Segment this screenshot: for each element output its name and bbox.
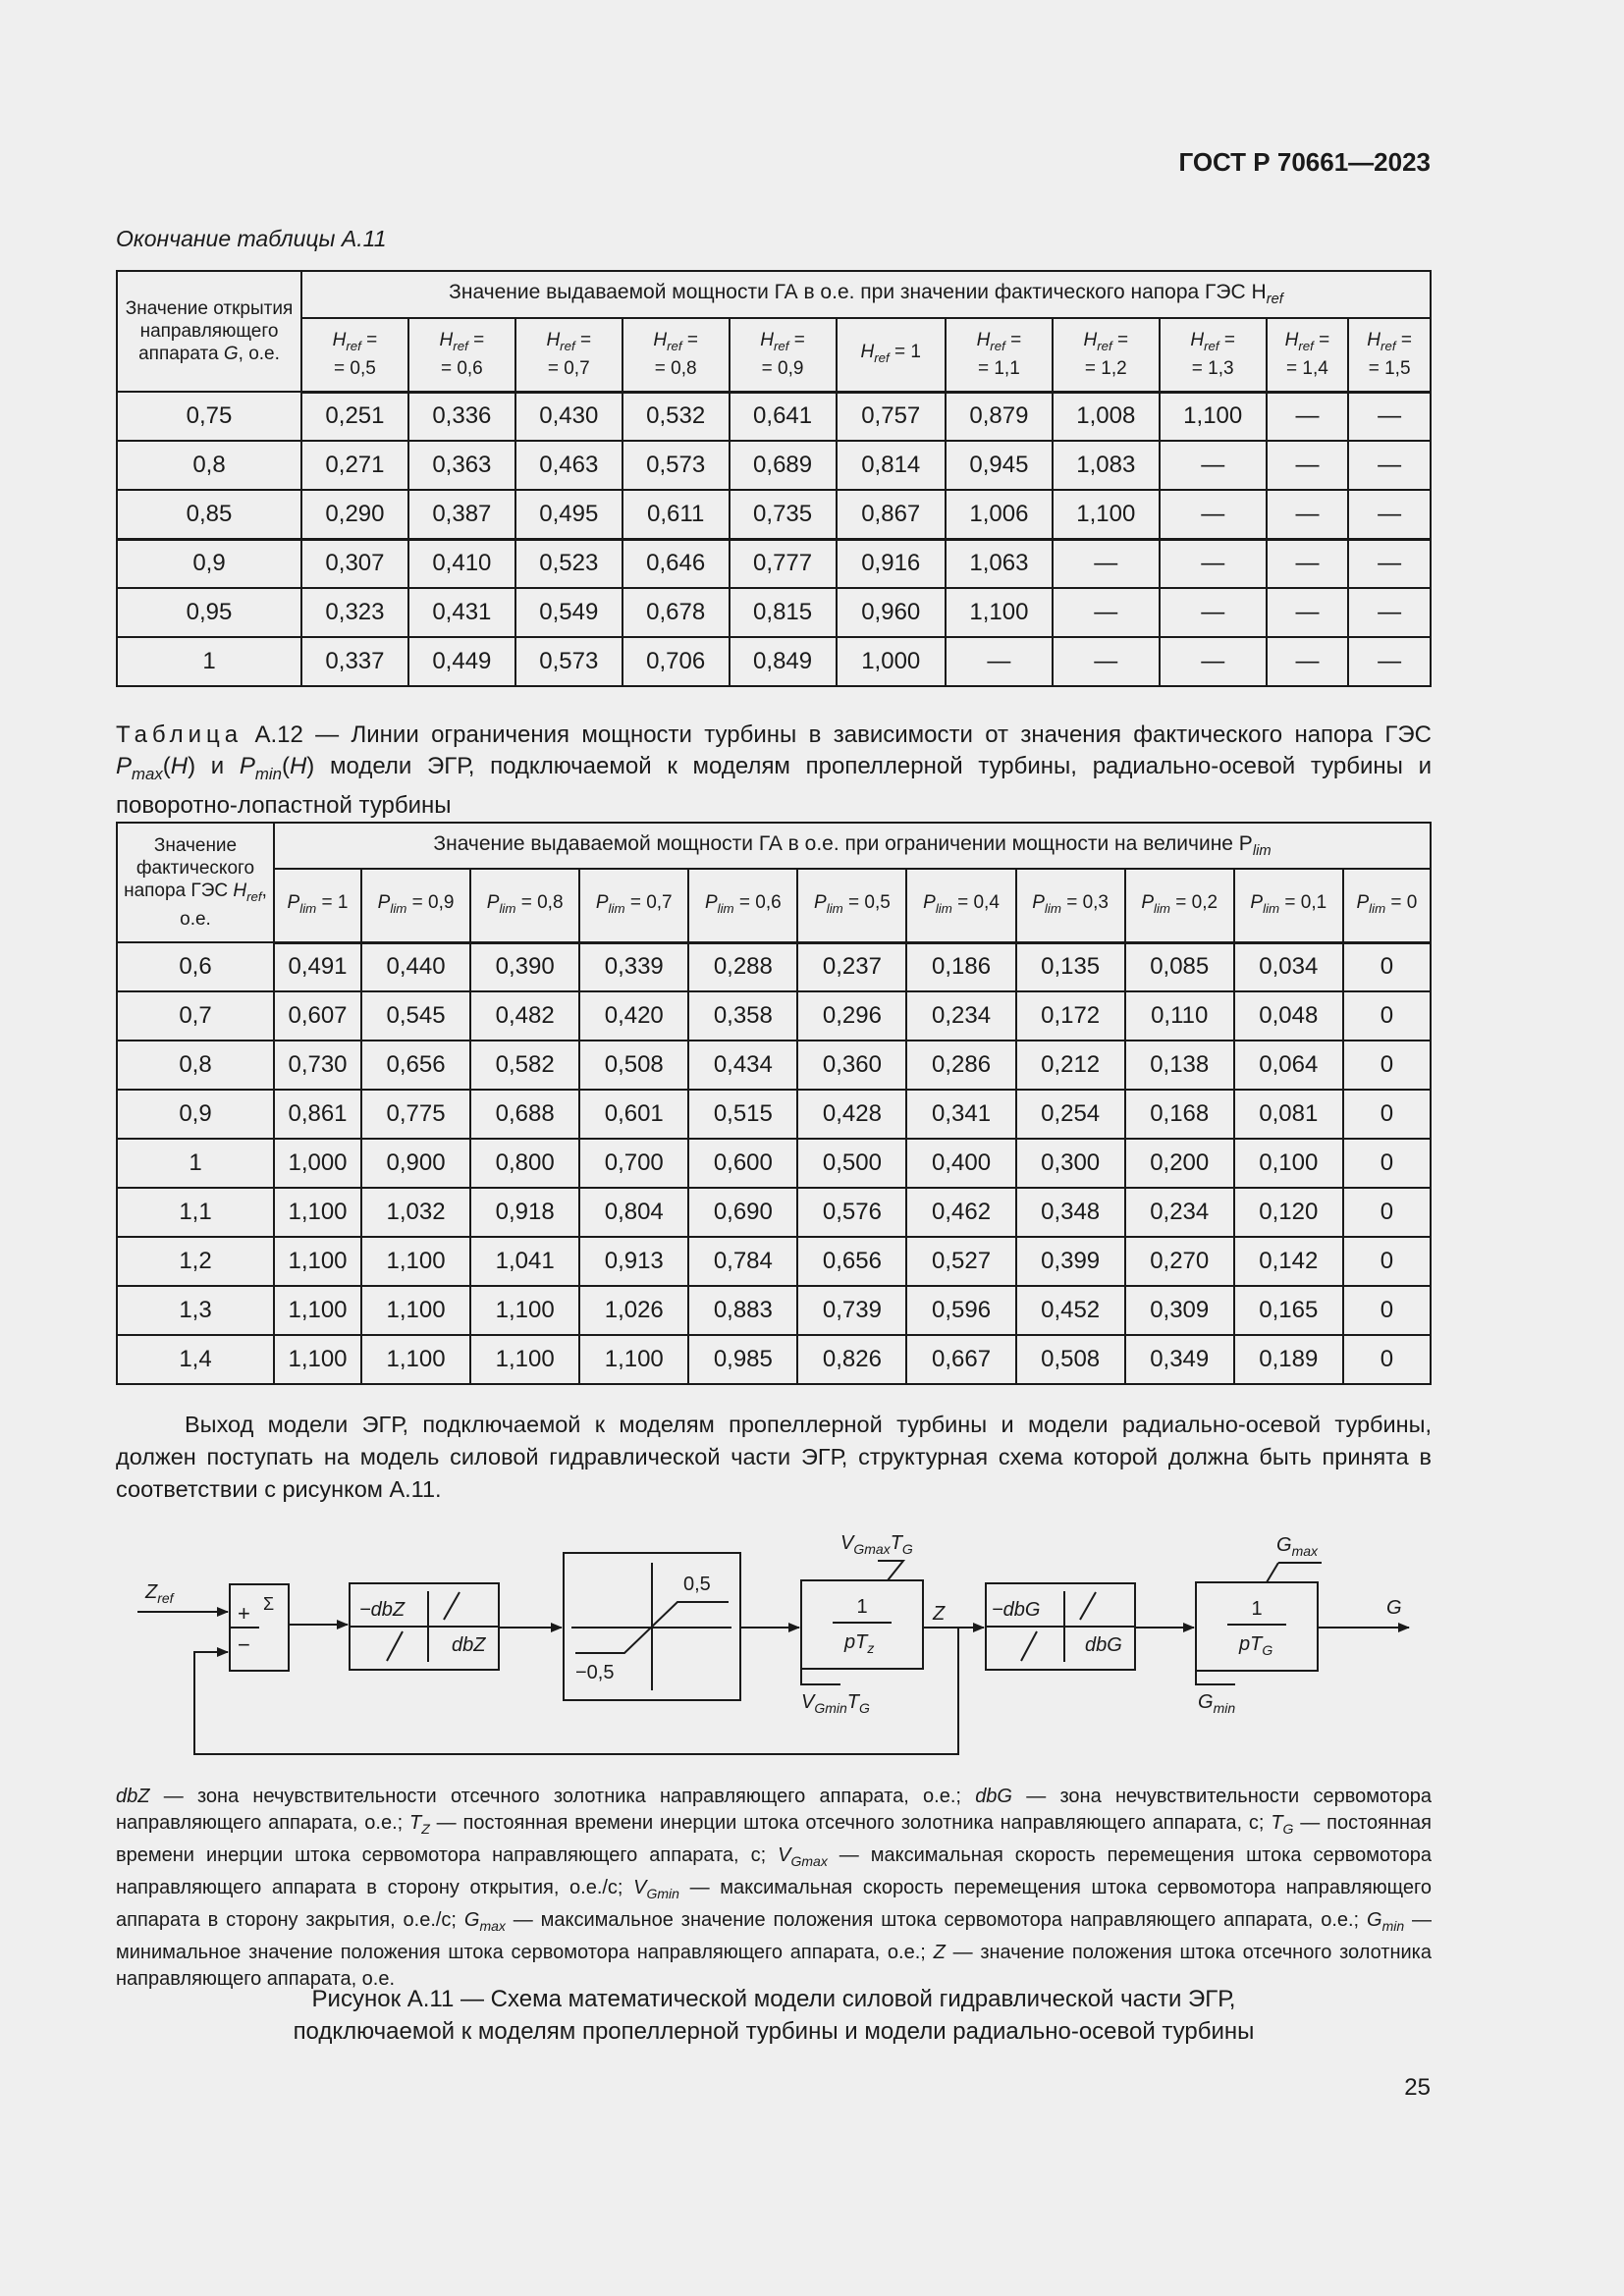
table-cell: 0,960	[837, 588, 946, 637]
table-cell: —	[1160, 637, 1267, 686]
table-cell: 0,601	[579, 1090, 688, 1139]
table-cell: 0,641	[730, 392, 837, 441]
table-cell: 1,032	[361, 1188, 470, 1237]
table-cell: 1,100	[274, 1237, 361, 1286]
table-cell: 0,300	[1016, 1139, 1125, 1188]
table-cell: 0,064	[1234, 1041, 1343, 1090]
table-cell: 0,290	[301, 490, 408, 539]
table-cell: 0,985	[688, 1335, 797, 1384]
deadband-dbz-slope-low	[387, 1631, 403, 1661]
table-cell: 0,168	[1125, 1090, 1234, 1139]
table-cell: 0,549	[515, 588, 623, 637]
table-a12-col-header: $P_{lim} = 0,3$	[1016, 869, 1125, 942]
table-cell: —	[1053, 588, 1160, 637]
table-a11-col-header: $H_{ref}$ = = 1,4	[1267, 318, 1349, 392]
table-cell: 0,913	[579, 1237, 688, 1286]
table-cell: 0,120	[1234, 1188, 1343, 1237]
table-cell: 0,523	[515, 539, 623, 588]
table-cell: 0,428	[797, 1090, 906, 1139]
table-cell: 0,349	[1125, 1335, 1234, 1384]
table-a11-col-header: $H_{ref}$ = = 0,9	[730, 318, 837, 392]
legend-item: $V_{Gmin}$ — максимальная скорость перемещения штока сервомотора направляющего аппарата в сторону закрытия, о.е./с;	[116, 1877, 1432, 1931]
integrator-tg-denominator: $pT_G$	[1239, 1633, 1273, 1658]
table-a12-col-header: $P_{lim} = 0$	[1343, 869, 1431, 942]
table-cell: 0,573	[515, 637, 623, 686]
table-cell: —	[1267, 490, 1349, 539]
table-row	[117, 1237, 1431, 1286]
table-row	[117, 1090, 1431, 1139]
integrator-tz-denominator: $pT_z$	[844, 1631, 875, 1656]
table-cell: 1,100	[274, 1286, 361, 1335]
deadband-dbg-slope-low	[1021, 1631, 1037, 1661]
table-row-label: 0,95	[117, 588, 301, 637]
gmin-mark	[1196, 1671, 1235, 1684]
table-cell: 0,945	[946, 441, 1053, 490]
table-cell: 0,861	[274, 1090, 361, 1139]
table-cell: 0,735	[730, 490, 837, 539]
table-cell: 0,189	[1234, 1335, 1343, 1384]
table-cell: 0,757	[837, 392, 946, 441]
table-row-label: 0,8	[117, 441, 301, 490]
table-cell: 1,100	[946, 588, 1053, 637]
limiter-low-label: −0,5	[575, 1662, 615, 1683]
table-cell: 0	[1343, 1286, 1431, 1335]
document-header: ГОСТ Р 70661—2023	[1178, 147, 1431, 177]
table-cell: 0,387	[408, 490, 515, 539]
table-a12-span-header: Значение выдаваемой мощности ГА в о.е. при ограничении мощности на величине $P_{lim}$	[274, 823, 1431, 869]
table-cell: 0,500	[797, 1139, 906, 1188]
table-row	[117, 1188, 1431, 1237]
table-row	[117, 1286, 1431, 1335]
table-cell: 1,100	[1053, 490, 1160, 539]
table-a11-col-header: $H_{ref} = 1$	[837, 318, 946, 392]
table-cell: 0,775	[361, 1090, 470, 1139]
table-cell: —	[1267, 637, 1349, 686]
table-cell: 1,100	[361, 1335, 470, 1384]
integrator-tz-lower-limit-mark	[801, 1669, 805, 1684]
table-row	[117, 588, 1431, 637]
table-cell: 0,596	[906, 1286, 1015, 1335]
table-a11-col-header: $H_{ref}$ = = 1,1	[946, 318, 1053, 392]
table-cell: 0,482	[470, 991, 579, 1041]
table-cell: 0,339	[579, 942, 688, 991]
table-cell: 0,254	[1016, 1090, 1125, 1139]
table-cell: —	[1160, 490, 1267, 539]
table-a12-col-header: $P_{lim} = 0,4$	[906, 869, 1015, 942]
table-cell: 0,286	[906, 1041, 1015, 1090]
integrator-tz-block	[801, 1580, 923, 1669]
plus-sign: +	[238, 1601, 250, 1626]
table-continuation-label: Окончание таблицы А.11	[116, 226, 387, 251]
table-a12-col-header: $P_{lim} = 0,9$	[361, 869, 470, 942]
table-cell: 0,918	[470, 1188, 579, 1237]
table-row	[117, 942, 1431, 991]
integrator-tg-block	[1196, 1582, 1318, 1671]
table-row	[117, 1335, 1431, 1384]
table-a12-row-header: Значение фактического напора ГЭС $H_{ref}$, о.е.	[117, 823, 274, 942]
table-row-label: 1	[117, 637, 301, 686]
table-cell: 0,234	[906, 991, 1015, 1041]
integrator-tz-numerator: 1	[856, 1596, 868, 1618]
table-row	[117, 539, 1431, 588]
table-cell: 0,462	[906, 1188, 1015, 1237]
table-row-label: 1,4	[117, 1335, 274, 1384]
table-cell: 0,212	[1016, 1041, 1125, 1090]
table-row-label: 0,7	[117, 991, 274, 1041]
table-cell: 0	[1343, 1090, 1431, 1139]
table-cell: 1,083	[1053, 441, 1160, 490]
legend-item: $T_G$ — постоянная времени инерции штока сервомотора направляющего аппарата, с;	[116, 1812, 1432, 1866]
table-cell: 1,006	[946, 490, 1053, 539]
table-cell: 0	[1343, 942, 1431, 991]
table-cell: 0,400	[906, 1139, 1015, 1188]
z-signal-label: Z	[933, 1603, 946, 1625]
table-cell: 0,867	[837, 490, 946, 539]
table-cell: 0,085	[1125, 942, 1234, 991]
figure-caption	[116, 1983, 1432, 2048]
table-cell: —	[946, 637, 1053, 686]
table-cell: 0,138	[1125, 1041, 1234, 1090]
table-cell: —	[1348, 539, 1431, 588]
table-cell: 0,508	[579, 1041, 688, 1090]
table-cell: 0	[1343, 1188, 1431, 1237]
table-cell: 0,706	[623, 637, 730, 686]
legend-item: $G_{min}$ — минимальное значение положения штока сервомотора направляющего аппарата, о.е.;	[116, 1909, 1433, 1963]
table-cell: 0,135	[1016, 942, 1125, 991]
table-cell: 0,271	[301, 441, 408, 490]
table-cell: 0,172	[1016, 991, 1125, 1041]
table-a12	[116, 822, 1432, 1385]
table-row-label: 1,1	[117, 1188, 274, 1237]
table-cell: 0	[1343, 1335, 1431, 1384]
table-row	[117, 1139, 1431, 1188]
table-cell: 0,800	[470, 1139, 579, 1188]
table-cell: 0,491	[274, 942, 361, 991]
table-cell: 0,656	[797, 1237, 906, 1286]
table-cell: 1,100	[274, 1335, 361, 1384]
gmin-label: $G_{min}$	[1198, 1691, 1236, 1716]
table-row	[117, 441, 1431, 490]
table-cell: 0,288	[688, 942, 797, 991]
table-a12-caption: Таблица А.12 — Линии ограничения мощности турбины в зависимости от значения фактического напора ГЭС $P_{max}(H)$ и $P_{min}(H)$ модели ЭГР, подключаемой к моделям пропеллерной турбины, радиально-осевой турбины и поворотно-лопастной турбины	[116, 721, 1433, 819]
table-cell: 1,100	[579, 1335, 688, 1384]
table-cell: 1,008	[1053, 392, 1160, 441]
legend-item: $G_{max}$ — максимальное значение положения штока сервомотора направляющего аппарата, о.е.;	[463, 1909, 1367, 1934]
table-row-label: 1,3	[117, 1286, 274, 1335]
table-cell: 0,307	[301, 539, 408, 588]
table-row-label: 1,2	[117, 1237, 274, 1286]
table-cell: 0,495	[515, 490, 623, 539]
deadband-dbg-slope-high	[1080, 1592, 1096, 1620]
figure-caption-line-1: Рисунок А.11 — Схема математической модели силовой гидравлической части ЭГР,	[311, 1986, 1236, 2012]
table-cell: 0,815	[730, 588, 837, 637]
table-cell: 0,363	[408, 441, 515, 490]
table-cell: 0,100	[1234, 1139, 1343, 1188]
table-cell: 0,527	[906, 1237, 1015, 1286]
sum-symbol: Σ	[263, 1594, 275, 1614]
table-cell: 0,296	[797, 991, 906, 1041]
table-cell: 0,804	[579, 1188, 688, 1237]
table-cell: 0,646	[623, 539, 730, 588]
table-cell: 0,849	[730, 637, 837, 686]
table-cell: 0,034	[1234, 942, 1343, 991]
table-cell: 0,452	[1016, 1286, 1125, 1335]
table-cell: —	[1348, 441, 1431, 490]
table-cell: 0,688	[470, 1090, 579, 1139]
table-cell: 0	[1343, 1237, 1431, 1286]
table-cell: —	[1348, 588, 1431, 637]
table-cell: 0,440	[361, 942, 470, 991]
table-cell: 1,041	[470, 1237, 579, 1286]
table-a11-col-header: $H_{ref}$ = = 1,5	[1348, 318, 1431, 392]
table-cell: 0,573	[623, 441, 730, 490]
table-a11-col-header: $H_{ref}$ = = 0,7	[515, 318, 623, 392]
limiter-high-label: 0,5	[683, 1574, 711, 1595]
table-cell: 0,515	[688, 1090, 797, 1139]
table-a12-col-header: $P_{lim} = 0,8$	[470, 869, 579, 942]
input-label: $Z_{ref}$	[145, 1581, 174, 1606]
table-row-label: 0,9	[117, 539, 301, 588]
table-cell: 1,100	[470, 1286, 579, 1335]
legend-item: $V_{Gmax}$ — максимальная скорость перемещения штока сервомотора направляющего аппарата в сторону открытия, о.е./с;	[116, 1844, 1433, 1898]
table-a11-col-header: $H_{ref}$ = = 0,5	[301, 318, 408, 392]
body-paragraph: Выход модели ЭГР, подключаемой к моделям пропеллерной турбины и модели радиально-осевой турбины, должен поступать на модель силовой гидравлической части ЭГР, структурная схема которой должна быть принята в соответствии с рисунком А.11.	[116, 1412, 1432, 1502]
table-cell: 0,814	[837, 441, 946, 490]
table-cell: 0	[1343, 1041, 1431, 1090]
table-cell: —	[1267, 588, 1349, 637]
table-row	[117, 392, 1431, 441]
deadband-dbz-slope-high	[444, 1592, 460, 1620]
table-cell: 0,430	[515, 392, 623, 441]
figure-caption-line-2: подключаемой к моделям пропеллерной турбины и модели радиально-осевой турбины	[293, 2018, 1255, 2045]
table-cell: 0,237	[797, 942, 906, 991]
table-cell: 0,323	[301, 588, 408, 637]
table-cell: 0,142	[1234, 1237, 1343, 1286]
table-cell: 1,100	[274, 1188, 361, 1237]
table-cell: 0,234	[1125, 1188, 1234, 1237]
table-cell: 0,309	[1125, 1286, 1234, 1335]
table-a11-col-header: $H_{ref}$ = = 1,3	[1160, 318, 1267, 392]
table-cell: —	[1160, 588, 1267, 637]
table-cell: 0,576	[797, 1188, 906, 1237]
table-cell: 1,063	[946, 539, 1053, 588]
gmax-mark	[1267, 1563, 1278, 1582]
table-cell: —	[1267, 392, 1349, 441]
table-row	[117, 1041, 1431, 1090]
table-a12-col-header: $P_{lim} = 0,6$	[688, 869, 797, 942]
table-row	[117, 637, 1431, 686]
table-a12-col-header: $P_{lim} = 0,5$	[797, 869, 906, 942]
table-cell: 0,081	[1234, 1090, 1343, 1139]
table-cell: 0,883	[688, 1286, 797, 1335]
legend-item: $T_Z$ — постоянная времени инерции штока отсечного золотника направляющего аппарата, с;	[409, 1812, 1272, 1837]
table-a12-col-header: $P_{lim} = 0,1$	[1234, 869, 1343, 942]
table-cell: 1,000	[274, 1139, 361, 1188]
table-cell: 0,348	[1016, 1188, 1125, 1237]
table-row-label: 0,9	[117, 1090, 274, 1139]
table-cell: 0,463	[515, 441, 623, 490]
table-cell: 0,165	[1234, 1286, 1343, 1335]
table-cell: 0,690	[688, 1188, 797, 1237]
legend-item: Z — значение положения штока отсечного золотника направляющего аппарата, о.е.	[116, 1942, 1432, 1990]
table-cell: 0,186	[906, 942, 1015, 991]
table-cell: 0,508	[1016, 1335, 1125, 1384]
table-cell: 0,360	[797, 1041, 906, 1090]
table-cell: 0,251	[301, 392, 408, 441]
table-row-label: 0,75	[117, 392, 301, 441]
table-a11	[116, 270, 1432, 687]
legend-item: dbG — зона нечувствительности сервомотора направляющего аппарата, о.е.;	[116, 1786, 1432, 1834]
table-cell: 0,611	[623, 490, 730, 539]
table-cell: 0,449	[408, 637, 515, 686]
integrator-tz-upper-limit-mark	[878, 1561, 903, 1580]
table-cell: —	[1267, 441, 1349, 490]
table-cell: —	[1348, 637, 1431, 686]
table-cell: 0,730	[274, 1041, 361, 1090]
table-cell: —	[1053, 539, 1160, 588]
table-a11-col-header: $H_{ref}$ = = 0,6	[408, 318, 515, 392]
table-cell: 0,656	[361, 1041, 470, 1090]
table-cell: 0,434	[688, 1041, 797, 1090]
table-a11-col-header: $H_{ref}$ = = 1,2	[1053, 318, 1160, 392]
table-cell: 0,532	[623, 392, 730, 441]
table-cell: 0,200	[1125, 1139, 1234, 1188]
table-cell: 0,667	[906, 1335, 1015, 1384]
table-cell: —	[1267, 539, 1349, 588]
table-cell: 0,110	[1125, 991, 1234, 1041]
table-cell: —	[1053, 637, 1160, 686]
table-cell: 0,048	[1234, 991, 1343, 1041]
table-cell: 0,420	[579, 991, 688, 1041]
integrator-tg-numerator: 1	[1251, 1598, 1263, 1620]
table-cell: 1,100	[361, 1286, 470, 1335]
table-cell: 0,700	[579, 1139, 688, 1188]
gmax-label: $G_{max}$	[1276, 1534, 1319, 1559]
deadband-dbg-left-label: −dbG	[992, 1599, 1041, 1621]
table-cell: 0,399	[1016, 1237, 1125, 1286]
table-cell: 0,358	[688, 991, 797, 1041]
table-cell: 1,100	[470, 1335, 579, 1384]
table-cell: 0,431	[408, 588, 515, 637]
table-row-label: 0,8	[117, 1041, 274, 1090]
table-cell: 0,777	[730, 539, 837, 588]
table-cell: 0,545	[361, 991, 470, 1041]
figure-legend	[116, 1784, 1432, 1993]
output-label: G	[1386, 1597, 1402, 1619]
table-cell: 0,689	[730, 441, 837, 490]
table-cell: 0,410	[408, 539, 515, 588]
page-number: 25	[1404, 2074, 1431, 2101]
table-cell: —	[1348, 392, 1431, 441]
integrator-tz-lower-limit: $V_{Gmin}T_G$	[801, 1691, 870, 1716]
table-row-label: 1	[117, 1139, 274, 1188]
table-a11-col-header: $H_{ref}$ = = 0,8	[623, 318, 730, 392]
table-cell: 0,826	[797, 1335, 906, 1384]
table-row-label: 0,85	[117, 490, 301, 539]
table-row-label: 0,6	[117, 942, 274, 991]
table-a11-row-header: Значение открытия направляющего аппарата G, о.е.	[117, 271, 301, 392]
minus-sign: −	[238, 1632, 250, 1657]
table-cell: 0	[1343, 991, 1431, 1041]
table-cell: 0	[1343, 1139, 1431, 1188]
table-cell: 0,739	[797, 1286, 906, 1335]
table-cell: 1,100	[1160, 392, 1267, 441]
table-a12-col-header: $P_{lim} = 0,2$	[1125, 869, 1234, 942]
legend-item: dbZ — зона нечувствительности отсечного золотника направляющего аппарата, о.е.;	[116, 1786, 976, 1807]
table-cell: 0,270	[1125, 1237, 1234, 1286]
deadband-dbg-right-label: dbG	[1085, 1634, 1122, 1656]
table-a12-col-header: $P_{lim} = 0,7$	[579, 869, 688, 942]
table-cell: 1,026	[579, 1286, 688, 1335]
table-cell: 0,341	[906, 1090, 1015, 1139]
table-cell: 0,784	[688, 1237, 797, 1286]
table-a11-span-header: Значение выдаваемой мощности ГА в о.е. при значении фактического напора ГЭС $H_{ref}$	[301, 271, 1431, 318]
table-cell: 0,600	[688, 1139, 797, 1188]
table-cell: 1,000	[837, 637, 946, 686]
table-cell: 0,390	[470, 942, 579, 991]
deadband-dbz-left-label: −dbZ	[359, 1599, 406, 1621]
table-cell: 0,678	[623, 588, 730, 637]
table-a12-col-header: $P_{lim} = 1$	[274, 869, 361, 942]
table-cell: —	[1160, 441, 1267, 490]
table-cell: 0,879	[946, 392, 1053, 441]
table-row	[117, 991, 1431, 1041]
table-cell: 0,336	[408, 392, 515, 441]
integrator-tz-upper-limit: $V_{Gmax}T_G$	[840, 1532, 913, 1557]
table-cell: —	[1348, 490, 1431, 539]
table-row	[117, 490, 1431, 539]
table-cell: 0,337	[301, 637, 408, 686]
table-cell: 0,916	[837, 539, 946, 588]
table-cell: 0,607	[274, 991, 361, 1041]
table-cell: 0,900	[361, 1139, 470, 1188]
deadband-dbz-right-label: dbZ	[452, 1634, 486, 1656]
table-cell: —	[1160, 539, 1267, 588]
block-diagram	[128, 1522, 1434, 1777]
table-cell: 0,582	[470, 1041, 579, 1090]
table-cell: 1,100	[361, 1237, 470, 1286]
